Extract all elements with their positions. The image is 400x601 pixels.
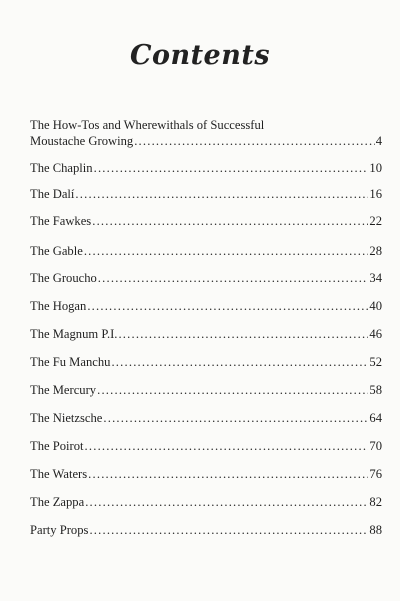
toc-entry-page: 40 — [369, 299, 382, 313]
toc-entry-page: 16 — [369, 187, 382, 201]
toc-entry[interactable] — [30, 382, 382, 398]
dot-leader — [85, 494, 368, 510]
dot-leader — [94, 160, 369, 176]
toc-entry-name: The Groucho — [30, 271, 97, 285]
toc-entry[interactable] — [30, 438, 382, 454]
dot-leader — [134, 133, 375, 149]
toc-entry[interactable] — [30, 354, 382, 370]
toc-entry[interactable] — [30, 298, 382, 314]
toc-entry-page: 52 — [369, 355, 382, 369]
toc-entry-name: The Mercury — [30, 383, 97, 397]
toc-entry[interactable] — [30, 270, 382, 286]
toc-entry[interactable] — [30, 243, 382, 259]
dot-leader — [88, 466, 368, 482]
toc-entry-page: 70 — [369, 439, 382, 453]
toc-entry-page: 64 — [369, 411, 382, 425]
toc-entry[interactable] — [30, 213, 382, 229]
toc-entry-name: The Gable — [30, 244, 83, 258]
dot-leader — [75, 186, 368, 202]
dot-leader — [103, 410, 368, 426]
toc-entry-page: 58 — [369, 383, 382, 397]
toc-entry[interactable] — [30, 410, 382, 426]
toc-entry-page: 28 — [369, 244, 382, 258]
toc-entry-page: 76 — [369, 467, 382, 481]
dot-leader — [84, 243, 369, 259]
toc-entry-name: The Fawkes — [30, 214, 92, 228]
dot-leader — [97, 382, 368, 398]
toc-entry-line1: The How-Tos and Wherewithals of Successful — [30, 118, 265, 132]
toc-entry[interactable] — [30, 186, 382, 202]
toc-entry-name: The Dalí — [30, 187, 75, 201]
toc-entry-page: 46 — [369, 327, 382, 341]
dot-leader — [85, 438, 369, 454]
toc-entry-name: The Poirot — [30, 439, 84, 453]
toc-entry-page: 34 — [369, 271, 382, 285]
toc-entry[interactable] — [30, 160, 382, 176]
toc-entry-name: The Fu Manchu — [30, 355, 111, 369]
toc-entry[interactable] — [30, 522, 382, 538]
dot-leader — [92, 213, 368, 229]
dot-leader — [89, 522, 368, 538]
toc-entry-name: The Chaplin — [30, 161, 93, 175]
page-title: Contents — [129, 40, 271, 71]
toc-entry[interactable] — [30, 494, 382, 510]
toc-entry[interactable] — [30, 466, 382, 482]
toc-entry-page: 88 — [369, 523, 382, 537]
dot-leader — [87, 298, 368, 314]
toc-entry-page: 22 — [369, 214, 382, 228]
toc-entry[interactable] — [30, 133, 382, 149]
toc-entry-name: Moustache Growing — [30, 134, 134, 148]
toc-entry-name: The Waters — [30, 467, 88, 481]
dot-leader — [118, 326, 368, 342]
toc-entry-name: The Magnum P.I. — [30, 327, 118, 341]
toc-entry-name: The Nietzsche — [30, 411, 103, 425]
toc-entry-name: The Zappa — [30, 495, 85, 509]
toc-entry-page: 10 — [369, 161, 382, 175]
toc-entry-name: The Hogan — [30, 299, 87, 313]
dot-leader — [98, 270, 369, 286]
dot-leader — [111, 354, 368, 370]
toc-entry-name: Party Props — [30, 523, 89, 537]
toc-entry-page: 82 — [369, 495, 382, 509]
toc-entry[interactable] — [30, 326, 382, 342]
toc-entry-page: 4 — [375, 134, 382, 148]
